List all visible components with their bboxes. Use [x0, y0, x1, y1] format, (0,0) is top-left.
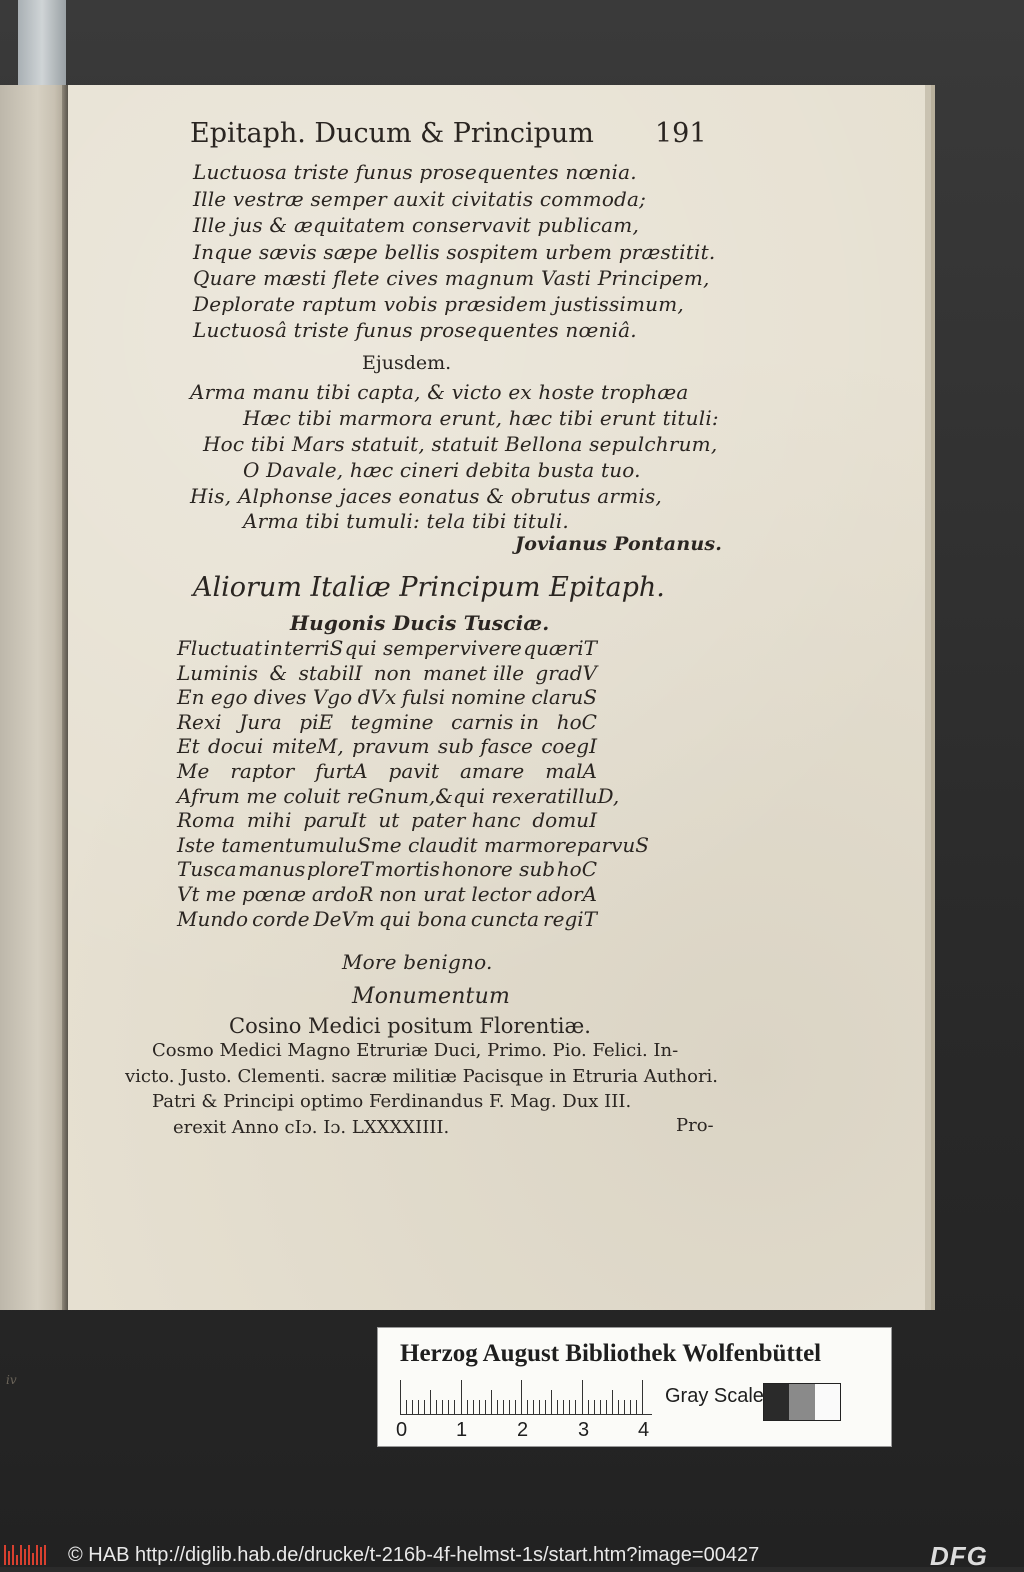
acrostic-line: [177, 832, 649, 857]
ruler-tick: [515, 1400, 516, 1414]
acrostic-word: adorA: [536, 882, 597, 906]
acrostic-word: nomine: [450, 685, 526, 710]
gray-scale-label: Gray Scale: [665, 1385, 764, 1407]
acrostic-closing: More benigno.: [342, 950, 493, 974]
acrostic-word: terriS: [284, 636, 344, 660]
previous-page-edge: [0, 85, 68, 1387]
ruler-tick: [551, 1390, 552, 1414]
acrostic-word: Vt: [177, 882, 200, 906]
ruler-tick: [539, 1400, 540, 1414]
author-signature: Jovianus Pontanus.: [515, 533, 723, 555]
barcode-bar: [24, 1549, 26, 1565]
barcode-bar: [8, 1551, 10, 1565]
barcode-bar: [32, 1553, 34, 1565]
poem-line: Luctuosa triste funus prosequentes nœnia.: [193, 160, 637, 184]
acrostic-word: tumuluS: [285, 832, 371, 857]
acrostic-line: [177, 857, 597, 881]
inscription-line: Cosmo Medici Magno Etruriæ Duci, Primo. Pio. Felici. In-: [152, 1040, 679, 1061]
ruler-tick: [521, 1380, 522, 1414]
acrostic-word: corde: [252, 906, 310, 931]
acrostic-word: cuncta: [470, 906, 540, 931]
acrostic-word: lector: [471, 882, 531, 906]
ruler-number: 4: [638, 1419, 650, 1441]
ruler-tick: [594, 1400, 595, 1414]
acrostic-word: ploreT: [306, 857, 373, 882]
epigram-line: His, Alphonse jaces eonatus & obrutus armis,: [190, 484, 662, 508]
acrostic-word: qui bona: [378, 906, 467, 931]
ruler-tick: [424, 1400, 425, 1414]
epigram-line: Hæc tibi marmora erunt, hæc tibi erunt tituli:: [243, 406, 719, 430]
acrostic-word: Rexi: [177, 709, 222, 734]
acrostic-word: &: [269, 660, 288, 685]
poem-line: Quare mæsti flete cives magnum Vasti Principem,: [193, 266, 710, 290]
footer-link[interactable]: © HAB http://diglib.hab.de/drucke/t-216b-4f-helmst-1s/start.htm?image=00427: [68, 1544, 760, 1566]
ruler-tick: [430, 1390, 431, 1414]
poem-line: Ille jus & æquitatem conservavit publicam,: [193, 213, 640, 237]
acrostic-word: carnis in: [451, 709, 540, 734]
ruler-tick: [600, 1400, 601, 1414]
barcode-bar: [4, 1545, 6, 1565]
prev-page-fragment: iv: [6, 1373, 17, 1387]
acrostic-line: [177, 734, 597, 758]
ruler-tick: [557, 1400, 558, 1414]
epigram-line: Hoc tibi Mars statuit, statuit Bellona sepulchrum,: [203, 432, 718, 456]
acrostic-word: Roma: [177, 808, 235, 833]
acrostic-word: mortis: [374, 857, 440, 882]
acrostic-word: malA: [545, 759, 597, 783]
inscription-line: victo. Justo. Clementi. sacræ militiæ Pacisque in Etruria Authori.: [125, 1066, 719, 1087]
ruler-number: 3: [578, 1419, 590, 1441]
acrostic-word: furtA: [315, 759, 368, 783]
acrostic-word: parvuS: [576, 832, 649, 857]
gray-patch: [789, 1384, 814, 1420]
ruler-tick: [612, 1390, 613, 1414]
acrostic-word: amare: [460, 759, 525, 783]
acrostic-word: mihi: [246, 808, 292, 833]
ruler-tick: [503, 1400, 504, 1414]
acrostic-word: manet ille: [423, 660, 525, 685]
ruler-tick: [606, 1400, 607, 1414]
acrostic-word: fulsi: [401, 685, 446, 710]
acrostic-word: claruS: [531, 685, 597, 710]
gray-scale-patches: [763, 1383, 841, 1421]
barcode-bar: [12, 1545, 14, 1565]
acrostic-word: paruIt: [303, 808, 367, 833]
acrostic-word: me: [205, 882, 237, 906]
barcode-bar: [16, 1555, 18, 1565]
acrostic-word: vivere: [459, 636, 522, 660]
ruler-tick: [400, 1380, 401, 1414]
ejusdem-heading: Ejusdem.: [362, 352, 452, 374]
acrostic-line: [177, 783, 620, 808]
ruler-tick: [509, 1400, 510, 1414]
acrostic-word: pavit: [388, 759, 440, 783]
acrostic-word: stabilI: [298, 660, 363, 685]
acrostic-word: Luminis: [177, 660, 259, 685]
gray-patch: [764, 1384, 789, 1420]
ruler-tick: [642, 1380, 643, 1414]
dfg-logo: DFG: [930, 1541, 988, 1571]
poem-line: Inque sævis sæpe bellis sospitem urbem præstitit.: [193, 240, 716, 264]
acrostic-line: [177, 882, 597, 906]
page-number: 191: [655, 118, 707, 149]
color-strip: [18, 0, 66, 90]
epigram-line: O Davale, hæc cineri debita busta tuo.: [243, 458, 641, 482]
barcode-icon: [4, 1545, 48, 1565]
acrostic-word: ardoR: [311, 882, 374, 906]
monument-heading: Monumentum: [352, 984, 511, 1009]
acrostic-word: qui rexerat: [453, 783, 566, 808]
acrostic-word: hoC: [556, 709, 597, 734]
ruler-number: 0: [396, 1419, 408, 1441]
barcode-bar: [44, 1545, 46, 1565]
inscription-line: erexit Anno cIɔ. Iɔ. LXXXXIIII.: [173, 1117, 450, 1138]
acrostic-word: regiT: [543, 906, 597, 931]
acrostic-word: qui semper: [344, 636, 459, 660]
epigram-line: Arma tibi tumuli: tela tibi tituli.: [243, 509, 569, 533]
barcode-bar: [40, 1547, 42, 1565]
acrostic-word: non: [373, 660, 412, 685]
ruler-tick: [545, 1400, 546, 1414]
ruler-tick: [618, 1400, 619, 1414]
acrostic-word: quæriT: [523, 636, 597, 660]
ruler-tick: [454, 1400, 455, 1414]
acrostic-word: Me: [177, 759, 210, 783]
ruler-tick: [575, 1400, 576, 1414]
acrostic-word: Tusca: [177, 857, 237, 882]
acrostic-line: [177, 710, 597, 734]
acrostic-word: Jura: [239, 709, 282, 734]
section-subtitle: Hugonis Ducis Tusciæ.: [290, 611, 550, 635]
acrostic-line: [177, 636, 597, 660]
acrostic-word: pœnæ: [241, 882, 307, 906]
acrostic-word: coegI: [541, 734, 597, 759]
ruler-tick: [461, 1380, 462, 1414]
scale-ruler: [400, 1378, 652, 1415]
acrostic-word: raptor: [230, 759, 295, 783]
ruler-tick: [582, 1380, 583, 1414]
acrostic-word: tegmine: [350, 709, 434, 734]
poem-line: Deplorate raptum vobis præsidem justissimum,: [193, 292, 684, 316]
acrostic-word: ut: [378, 808, 400, 833]
acrostic-word: pater hanc: [411, 808, 521, 833]
acrostic-word: dVx: [357, 685, 397, 710]
acrostic-word: in: [263, 636, 283, 660]
acrostic-word: DeVm: [313, 906, 375, 931]
ruler-tick: [563, 1400, 564, 1414]
monument-subheading: Cosino Medici positum Florentiæ.: [229, 1014, 591, 1038]
poem-line: Luctuosâ triste funus prosequentes nœniâ.: [193, 318, 637, 342]
acrostic-line: [177, 907, 597, 931]
ruler-tick: [497, 1400, 498, 1414]
poem-line: Ille vestræ semper auxit civitatis commoda;: [193, 187, 647, 211]
ruler-tick: [412, 1400, 413, 1414]
page-stack-edge: [925, 90, 935, 1305]
acrostic-line: [177, 759, 597, 783]
ruler-tick: [467, 1400, 468, 1414]
acrostic-line: [177, 661, 597, 685]
ruler-tick: [533, 1400, 534, 1414]
acrostic-word: Fluctuat: [177, 636, 263, 660]
ruler-number: 2: [517, 1419, 529, 1441]
ruler-tick: [442, 1400, 443, 1414]
acrostic-word: hoC: [556, 857, 597, 882]
ruler-tick: [479, 1400, 480, 1414]
ruler-tick: [569, 1400, 570, 1414]
inscription-line: Patri & Principi optimo Ferdinandus F. Mag. Dux III.: [152, 1091, 632, 1112]
acrostic-word: non urat: [379, 882, 466, 906]
acrostic-word: Mundo: [177, 906, 249, 931]
barcode-bar: [36, 1545, 38, 1565]
acrostic-word: gradV: [535, 660, 597, 685]
acrostic-word: &: [435, 783, 453, 808]
acrostic-word: Iste tamen: [177, 832, 286, 857]
acrostic-word: Afrum me coluit reGnum,: [177, 783, 436, 808]
acrostic-word: manus: [238, 857, 306, 882]
section-title: Aliorum Italiæ Principum Epitaph.: [193, 572, 665, 603]
ruler-tick: [406, 1400, 407, 1414]
ruler-tick: [491, 1390, 492, 1414]
ruler-tick: [624, 1400, 625, 1414]
catchword: Pro-: [676, 1115, 714, 1136]
ruler-tick: [436, 1400, 437, 1414]
acrostic-word: domuI: [532, 808, 597, 833]
epigram-line: Arma manu tibi capta, & victo ex hoste trophæa: [190, 380, 689, 404]
ruler-tick: [636, 1400, 637, 1414]
gray-patch: [815, 1384, 840, 1420]
ruler-tick: [418, 1400, 419, 1414]
ruler-tick: [527, 1400, 528, 1414]
ruler-tick: [485, 1400, 486, 1414]
acrostic-word: piE: [299, 709, 334, 734]
running-header: Epitaph. Ducum & Principum: [190, 118, 594, 149]
acrostic-word: docui: [208, 734, 264, 759]
acrostic-word: me claudit marmore: [370, 832, 577, 857]
ruler-tick: [630, 1400, 631, 1414]
acrostic-word: pravum: [352, 734, 430, 759]
acrostic-word: miteM,: [271, 734, 344, 759]
barcode-bar: [20, 1545, 22, 1565]
acrostic-line: [177, 685, 597, 709]
acrostic-word: honore sub: [441, 857, 556, 882]
ruler-tick: [473, 1400, 474, 1414]
ruler-tick: [588, 1400, 589, 1414]
barcode-bar: [28, 1545, 30, 1565]
ruler-number: 1: [456, 1419, 468, 1441]
library-color-card: [377, 1327, 892, 1447]
acrostic-line: [177, 808, 597, 832]
library-name: Herzog August Bibliothek Wolfenbüttel: [400, 1340, 822, 1367]
acrostic-word: illuD,: [565, 783, 620, 808]
acrostic-word: sub fasce: [437, 734, 533, 759]
acrostic-word: Et: [177, 734, 200, 759]
acrostic-word: En ego dives Vgo: [177, 685, 353, 710]
ruler-tick: [448, 1400, 449, 1414]
